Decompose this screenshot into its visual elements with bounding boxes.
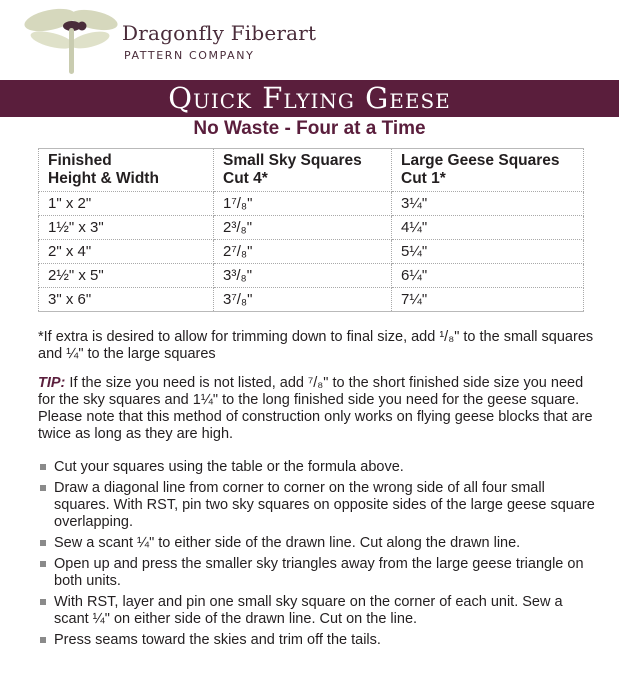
- list-item: Cut your squares using the table or the formula above.: [38, 459, 598, 476]
- tip-paragraph: [38, 375, 598, 443]
- page-title: Quick Flying Geese: [168, 81, 451, 115]
- table-cell: 1" x 2": [39, 192, 214, 216]
- table-cell: 3⁷/₈": [214, 288, 392, 312]
- cutting-table: [38, 148, 584, 312]
- table-cell: 5¼": [392, 240, 584, 264]
- table-cell: 7¼": [392, 288, 584, 312]
- page-subtitle: No Waste - Four at a Time: [193, 118, 426, 139]
- tip-label: TIP:: [38, 375, 66, 391]
- table-row: [39, 192, 584, 216]
- column-header-large-squares: Large Geese Squares Cut 1*: [392, 149, 584, 192]
- table-row: [39, 240, 584, 264]
- table-row: [39, 216, 584, 240]
- table-cell: 6¼": [392, 264, 584, 288]
- tip-text: If the size you need is not listed, add ⁷/₈" to the short finished side size you need for the sky squares and 1¼" to the long finished side you need for the geese square. Please note that this method of construction only works on flying geese blocks that are twice as long as they are high.: [38, 375, 593, 442]
- bullet-icon: [40, 540, 46, 546]
- table-cell: 3" x 6": [39, 288, 214, 312]
- brand-name: Dragonfly Fiberart: [122, 21, 317, 45]
- instruction-list: [38, 459, 598, 653]
- bullet-icon: [40, 464, 46, 470]
- table-cell: 2" x 4": [39, 240, 214, 264]
- table-cell: 3¼": [392, 192, 584, 216]
- bullet-icon: [40, 637, 46, 643]
- brand-subtitle: PATTERN COMPANY: [124, 49, 255, 62]
- list-item: Draw a diagonal line from corner to corner on the wrong side of all four small squares. With RST, pin two sky squares on opposite sides of the large geese square overlapping.: [38, 480, 598, 531]
- page-header: [0, 0, 619, 80]
- table-cell: 2⁷/₈": [214, 240, 392, 264]
- bullet-icon: [40, 561, 46, 567]
- table-row: [39, 288, 584, 312]
- list-item: With RST, layer and pin one small sky square on the corner of each unit. Sew a scant ¼" on either side of the drawn line. Cut on the line.: [38, 594, 598, 628]
- table-row: [39, 264, 584, 288]
- table-cell: 2³/₈": [214, 216, 392, 240]
- table-cell: 1½" x 3": [39, 216, 214, 240]
- title-banner: [0, 80, 619, 117]
- dragonfly-logo-icon: [22, 4, 132, 76]
- table-cell: 3³/₈": [214, 264, 392, 288]
- table-cell: 4¼": [392, 216, 584, 240]
- trimming-note: *If extra is desired to allow for trimming down to final size, add ¹/₈" to the small squares and ¼" to the large squares: [38, 329, 594, 362]
- table-cell: 2½" x 5": [39, 264, 214, 288]
- column-header-finished: Finished Height & Width: [39, 149, 214, 192]
- list-item: Open up and press the smaller sky triangles away from the large geese triangle on both units.: [38, 556, 598, 590]
- table-cell: 1⁷/₈": [214, 192, 392, 216]
- column-header-small-squares: Small Sky Squares Cut 4*: [214, 149, 392, 192]
- bullet-icon: [40, 599, 46, 605]
- list-item: Press seams toward the skies and trim off the tails.: [38, 632, 598, 649]
- table-header-row: [39, 149, 584, 192]
- bullet-icon: [40, 485, 46, 491]
- list-item: Sew a scant ¼" to either side of the drawn line. Cut along the drawn line.: [38, 535, 598, 552]
